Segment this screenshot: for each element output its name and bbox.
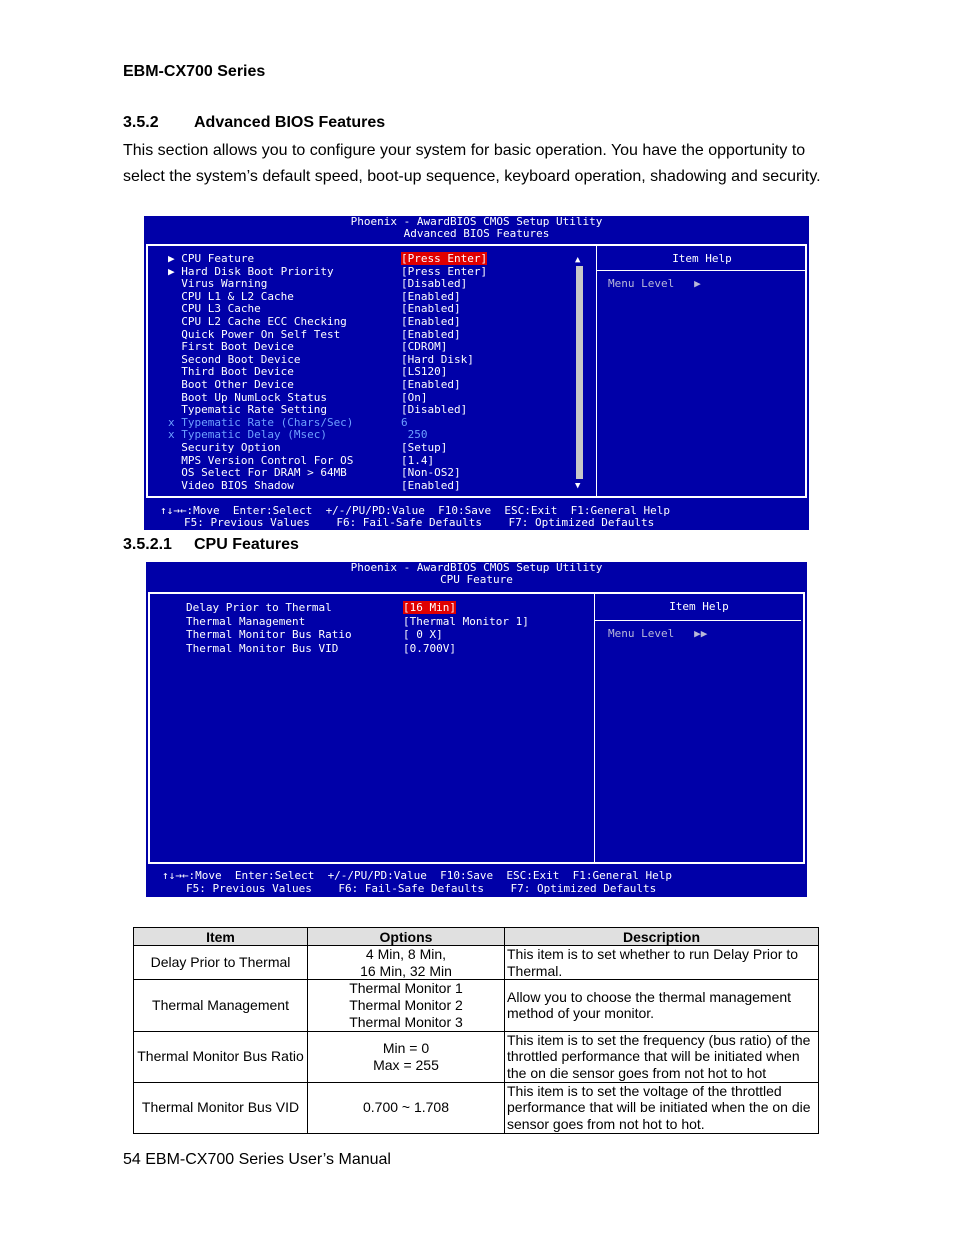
bios-item-label[interactable]: x Typematic Delay (Msec) [168,428,327,442]
bios-item-label[interactable]: CPU L1 & L2 Cache [168,289,294,303]
bios2-item-value-text: [ 0 X] [403,628,443,641]
table-cell-options [308,1031,505,1082]
bios-item-value-text: 250 [401,428,428,442]
bios-divider [596,246,597,496]
bios-item-label[interactable]: ▶ CPU Feature [168,252,255,265]
page-footer: 54 EBM-CX700 Series User’s Manual [123,1151,391,1168]
bios-item-label[interactable]: ▶ Hard Disk Boot Priority [168,264,334,278]
table-cell-options [308,1082,505,1133]
table-row [134,980,819,1031]
option-line: Thermal Monitor 3 [349,1013,463,1030]
bios2-item-value-text: [Thermal Monitor 1] [403,614,529,628]
bios2-title: Phoenix - AwardBIOS CMOS Setup Utility [350,561,603,574]
bios-item-label[interactable]: First Boot Device [168,340,294,354]
bios-item-value-text: [Press Enter] [401,252,488,265]
bios-item-label[interactable]: MPS Version Control For OS [168,453,354,467]
table-row [134,1031,819,1082]
table-cell-description: This item is to set whether to run Delay Prior to Thermal. [505,946,819,980]
table-cell-item: Thermal Management [134,980,308,1031]
bios2-item-label[interactable]: Thermal Monitor Bus Ratio [186,628,352,641]
bios-item-value-text: [Disabled] [401,277,468,291]
bios-item-label[interactable]: Typematic Rate Setting [168,403,327,417]
bios-item-value-text: [Setup] [401,441,448,454]
bios2-item-label[interactable]: Thermal Monitor Bus VID [186,641,339,655]
bios-item-label[interactable]: x Typematic Rate (Chars/Sec) [168,415,354,429]
table-cell-options [308,980,505,1031]
bios-item-value-text: [CDROM] [401,340,448,354]
col-header-options: Options [308,928,505,946]
bios-item-label[interactable]: CPU L2 Cache ECC Checking [168,315,347,328]
bios-item-value-text: [LS120] [401,365,448,379]
bios-item-label[interactable]: Quick Power On Self Test [168,327,341,341]
option-line: Thermal Monitor 2 [349,997,463,1014]
bios2-item-value[interactable] [403,602,456,615]
bios-item-value-text: [Non-OS2] [401,466,461,480]
bios-item-value-text: [Enabled] [401,327,461,341]
help-separator [597,270,805,271]
bios2-item-value-text: [0.700V] [403,641,456,655]
option-line: Thermal Monitor 1 [349,980,463,997]
bios-item-value-text: [Disabled] [401,403,468,417]
bios-item-value-text: [On] [401,390,428,404]
bios2-item-label[interactable]: Thermal Management [186,614,306,628]
bios-item-label[interactable]: Third Boot Device [168,365,294,379]
table-cell-item: Delay Prior to Thermal [134,946,308,980]
bios-item-label[interactable]: Second Boot Device [168,352,301,366]
bios2-item-value-text: [16 Min] [403,601,456,614]
bios-item-label[interactable]: Security Option [168,441,281,454]
bios-screen-advanced [144,216,809,530]
series-title: EBM-CX700 Series [123,63,266,80]
bios-item-value-text: 6 [401,415,408,429]
bios-item-value[interactable] [401,480,461,493]
menu-level: Menu Level ▶ [608,277,701,290]
bios-item-value-text: [Enabled] [401,289,461,303]
col-header-item: Item [134,928,308,946]
subsection-title: CPU Features [194,536,299,553]
bios-item-value-text: [Hard Disk] [401,352,474,366]
table-cell-item: Thermal Monitor Bus VID [134,1082,308,1133]
table-cell-description: This item is to set the voltage of the throttled performance that will be initiated when the on die sensor goes from not hot to hot. [505,1082,819,1133]
bios-item-label[interactable]: OS Select For DRAM > 64MB [168,466,347,480]
item-help-title: Item Help [672,252,732,265]
subsection-heading [123,536,299,554]
bios2-item-value[interactable] [403,643,456,656]
bios2-footer-keys: ↑↓→←:Move Enter:Select +/-/PU/PD:Value F10:Save ESC:Exit F1:General Help [162,869,672,882]
table-cell-item: Thermal Monitor Bus Ratio [134,1031,308,1082]
bios-item-value-text: [Enabled] [401,478,461,492]
section-title: Advanced BIOS Features [194,114,386,131]
option-line: 0.700 ~ 1.708 [362,1099,450,1116]
cpu-feature-table [133,927,819,1134]
bios-item-label[interactable]: Virus Warning [168,277,268,291]
section-number: 3.5.2 [123,114,159,131]
option-line: 4 Min, 8 Min, [365,946,447,962]
section-intro: This section allows you to configure your system for basic operation. You have the opportunity to select the system’s default speed, boot-up sequence, keyboard operation, shadowing and security. [123,142,821,185]
bios-title: Phoenix - AwardBIOS CMOS Setup Utility [350,215,603,228]
help-separator-2 [595,620,801,621]
table-cell-description: Allow you to choose the thermal management method of your monitor. [505,980,819,1031]
menu-level-2: Menu Level ▶▶ [608,627,708,640]
bios-item-label[interactable]: Video BIOS Shadow [168,478,294,492]
bios-item-label[interactable]: Boot Up NumLock Status [168,390,327,404]
bios2-item-label[interactable]: Delay Prior to Thermal [186,601,332,614]
bios2-item-value[interactable] [403,616,529,629]
option-line: Min = 0 [382,1039,430,1056]
bios2-divider [594,594,595,862]
scroll-down-icon[interactable]: ▼ [575,481,581,491]
bios-screen-cpu-feature [146,562,807,897]
scroll-up-icon[interactable]: ▲ [575,255,581,265]
bios-item-value[interactable] [401,404,467,417]
bios2-subtitle: CPU Feature [440,573,513,586]
bios-subtitle: Advanced BIOS Features [403,227,550,240]
table-cell-options [308,946,505,980]
bios2-item-value[interactable] [403,629,443,642]
bios2-footer-defaults: F5: Previous Values F6: Fail-Safe Defaults F7: Optimized Defaults [186,882,657,895]
col-header-description: Description [505,928,819,946]
scrollbar[interactable] [576,266,583,479]
table-row [134,1082,819,1133]
table-row [134,946,819,980]
section-heading [123,114,385,132]
bios-item-value-text: [Press Enter] [401,264,488,278]
bios-item-value-text: [Enabled] [401,302,461,316]
bios-item-value-text: [Enabled] [401,315,461,328]
bios-item-label[interactable]: Boot Other Device [168,378,294,391]
table-cell-description: This item is to set the frequency (bus ratio) of the throttled performance that will be initiated when the on die sensor goes from not hot to hot [505,1031,819,1082]
bios-item-value-text: [Enabled] [401,378,461,391]
bios-footer-defaults: F5: Previous Values F6: Fail-Safe Defaults F7: Optimized Defaults [184,516,655,529]
option-line: Max = 255 [373,1056,439,1073]
subsection-number: 3.5.2.1 [123,536,172,553]
option-line: 16 Min, 32 Min [360,962,452,979]
bios-footer-keys: ↑↓→←:Move Enter:Select +/-/PU/PD:Value F10:Save ESC:Exit F1:General Help [160,504,670,517]
bios-item-value-text: [1.4] [401,453,435,467]
item-help-title-2: Item Help [669,600,729,613]
bios-item-label[interactable]: CPU L3 Cache [168,302,261,316]
